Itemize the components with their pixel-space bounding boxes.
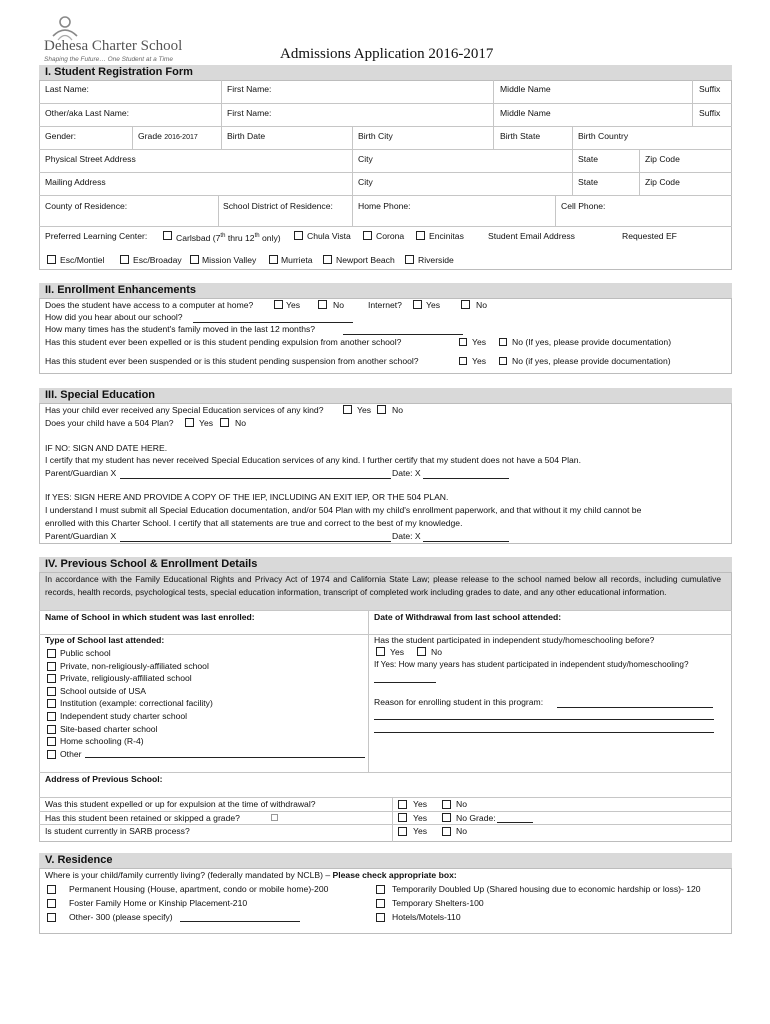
expelled-withdrawal-question: Was this student expelled or up for expulsion at the time of withdrawal?	[45, 799, 316, 809]
mission-valley-checkbox[interactable]	[190, 255, 199, 264]
residence-question-text: Where is your child/family currently living? (federally mandated by NCLB) –	[45, 870, 333, 880]
plan504-question: Does your child have a 504 Plan?	[45, 418, 174, 428]
withdrawal-no-label: No	[456, 799, 467, 809]
school-type-checkbox-0[interactable]	[47, 649, 56, 658]
type-school-label: Type of School last attended:	[45, 635, 165, 645]
special-ed-yes-checkbox[interactable]	[343, 405, 352, 414]
suffix-label-2: Suffix	[699, 108, 721, 118]
reason-line-1[interactable]	[557, 707, 713, 708]
special-ed-no-checkbox[interactable]	[377, 405, 386, 414]
city-label: City	[358, 154, 373, 164]
middle-name-label: Middle Name	[500, 84, 551, 94]
computer-no-label: No	[333, 300, 344, 310]
birth-date-label: Birth Date	[227, 131, 266, 141]
suspended-no-label: No (if yes, please provide documentation)	[512, 356, 671, 366]
corona-checkbox[interactable]	[363, 231, 372, 240]
chula-vista-label: Chula Vista	[307, 231, 351, 241]
internet-label: Internet?	[368, 300, 402, 310]
zip-label-2: Zip Code	[645, 177, 680, 187]
no-grade-label: No Grade:	[456, 813, 496, 823]
expelled-question: Has this student ever been expelled or is this student pending expulsion from another school?	[45, 337, 402, 347]
residence-res-right-checkbox-2[interactable]	[376, 913, 385, 922]
cell-phone-label: Cell Phone:	[561, 201, 606, 211]
gender-label: Gender:	[45, 131, 77, 141]
school-type-label-7: Home schooling (R-4)	[60, 736, 144, 747]
home-phone-label: Home Phone:	[358, 201, 411, 211]
residence-res-left-checkbox-0[interactable]	[47, 885, 56, 894]
chula-vista-checkbox[interactable]	[294, 231, 303, 240]
grade-year: 2016-2017	[164, 134, 198, 141]
internet-yes-label: Yes	[426, 300, 441, 310]
physical-address-label: Physical Street Address	[45, 154, 136, 164]
special-ed-no-label: No	[392, 405, 403, 415]
special-ed-yes-label: Yes	[357, 405, 372, 415]
section-2-header: II. Enrollment Enhancements	[39, 283, 732, 298]
no-grade-line[interactable]	[497, 822, 533, 823]
date-label-1: Date: X	[392, 468, 421, 478]
if-no-instruction: IF NO: SIGN AND DATE HERE.	[45, 443, 168, 453]
school-type-checkbox-7[interactable]	[47, 737, 56, 746]
learning-center-label: Preferred Learning Center:	[45, 231, 148, 241]
newport-beach-label: Newport Beach	[336, 255, 395, 265]
carlsbad-only: only)	[259, 232, 281, 243]
computer-yes-label: Yes	[286, 300, 301, 310]
student-email-label: Student Email Address	[488, 231, 575, 241]
first-name-label: First Name:	[227, 84, 272, 94]
suspended-no-checkbox[interactable]	[499, 357, 507, 365]
district-label: School District of Residence:	[223, 201, 333, 211]
carlsbad-thru: thru 12	[225, 232, 255, 243]
other-last-name-label: Other/aka Last Name:	[45, 108, 130, 118]
residence-res-left-label-0: Permanent Housing (House, apartment, condo or mobile home)-200	[69, 884, 329, 894]
suspended-question: Has this student ever been suspended or is this student pending suspension from another school?	[45, 356, 419, 366]
logo-tagline: Shaping the Future… One Student at a Time	[44, 56, 173, 63]
certify-statement: I certify that my student has never received Special Education services of any kind. I further certify that my student does not have a 504 Plan.	[45, 455, 581, 465]
plan504-yes-label: Yes	[199, 418, 214, 428]
esc-montiel-checkbox[interactable]	[47, 255, 56, 264]
section-5-header: V. Residence	[39, 853, 732, 868]
carlsbad-sup2: th	[254, 233, 260, 239]
esc-broaday-checkbox[interactable]	[120, 255, 129, 264]
last-name-label: Last Name:	[45, 84, 89, 94]
date-line-1[interactable]	[423, 478, 509, 479]
sarb-yes-checkbox[interactable]	[398, 827, 407, 836]
school-type-label-8: Other	[60, 748, 82, 759]
suffix-label: Suffix	[699, 84, 721, 94]
hear-about-line[interactable]	[193, 322, 353, 323]
retained-yes-checkbox[interactable]	[398, 813, 407, 822]
sarb-question: Is student currently in SARB process?	[45, 826, 190, 836]
moved-question: How many times has the student's family moved in the last 12 months?	[45, 324, 316, 334]
computer-yes-checkbox[interactable]	[274, 300, 283, 309]
residence-res-right-label-1: Temporary Shelters-100	[392, 898, 484, 908]
retained-question: Has this student been retained or skipped a grade?	[45, 813, 240, 823]
indep-no-label: No	[431, 647, 442, 657]
other-type-line[interactable]	[85, 757, 365, 758]
name-of-school-label: Name of School in which student was last enrolled:	[45, 612, 255, 622]
grade-text: Grade	[138, 131, 162, 141]
residence-res-left-checkbox-2[interactable]	[47, 913, 56, 922]
parent-signature-line-1[interactable]	[120, 478, 391, 479]
withdrawal-no-checkbox[interactable]	[442, 800, 451, 809]
school-type-label-1: Private, non-religiously-affiliated school	[60, 660, 209, 671]
first-name-label-2: First Name:	[227, 108, 272, 118]
carlsbad-text: Carlsbad (7	[176, 232, 221, 243]
esc-montiel-label: Esc/Montiel	[60, 255, 105, 265]
school-type-checkbox-6[interactable]	[47, 725, 56, 734]
mailing-address-label: Mailing Address	[45, 177, 106, 187]
retained-yes-label: Yes	[413, 813, 428, 823]
birth-state-label: Birth State	[500, 131, 541, 141]
section-4-header: IV. Previous School & Enrollment Details	[39, 557, 732, 572]
encinitas-checkbox[interactable]	[416, 231, 425, 240]
residence-res-left-label-2: Other- 300 (please specify)	[69, 912, 173, 922]
requested-ef-label: Requested EF	[622, 231, 677, 241]
corona-label: Corona	[376, 231, 405, 241]
encinitas-label: Encinitas	[429, 231, 464, 241]
state-label-2: State	[578, 177, 599, 187]
suspended-yes-checkbox[interactable]	[459, 357, 467, 365]
school-type-label-4: Institution (example: correctional facility)	[60, 698, 213, 709]
other-specify-line[interactable]	[180, 921, 300, 922]
date-withdrawal-label: Date of Withdrawal from last school attended:	[374, 612, 562, 622]
computer-question: Does the student have access to a computer at home?	[45, 300, 254, 310]
residence-res-left-checkbox-1[interactable]	[47, 899, 56, 908]
school-type-checkbox-8[interactable]	[47, 750, 56, 759]
carlsbad-checkbox[interactable]	[163, 231, 172, 240]
school-type-checkbox-5[interactable]	[47, 712, 56, 721]
reason-line-3[interactable]	[374, 732, 714, 733]
date-line-2[interactable]	[423, 541, 509, 542]
indep-study-question: Has the student participated in independent study/homeschooling before?	[374, 635, 655, 645]
parent-signature-label-1: Parent/Guardian X	[45, 468, 117, 478]
how-many-years-line[interactable]	[374, 682, 436, 683]
expelled-no-checkbox[interactable]	[499, 338, 507, 346]
expelled-yes-checkbox[interactable]	[459, 338, 467, 346]
date-label-2: Date: X	[392, 531, 421, 541]
carlsbad-sup1: th	[220, 233, 226, 239]
state-label: State	[578, 154, 599, 164]
murrieta-label: Murrieta	[281, 255, 313, 265]
sarb-no-checkbox[interactable]	[442, 827, 451, 836]
reason-line-2[interactable]	[374, 719, 714, 720]
city-label-2: City	[358, 177, 373, 187]
expelled-yes-label: Yes	[472, 337, 487, 347]
previous-address-label: Address of Previous School:	[45, 774, 163, 784]
parent-signature-label-2: Parent/Guardian X	[45, 531, 117, 541]
birth-city-label: Birth City	[358, 131, 393, 141]
middle-name-label-2: Middle Name	[500, 108, 551, 118]
internet-yes-checkbox[interactable]	[413, 300, 422, 309]
understand-line-1: I understand I must submit all Special Education documentation, and/or 504 Plan with my child's enrollment paperwork, and that without it my child cannot be	[45, 505, 642, 515]
residence-res-right-checkbox-1[interactable]	[376, 899, 385, 908]
school-type-checkbox-3[interactable]	[47, 687, 56, 696]
section-1-header: I. Student Registration Form	[39, 65, 732, 80]
school-type-label-0: Public school	[60, 648, 111, 658]
indep-no-checkbox[interactable]	[417, 647, 426, 656]
esc-broaday-label: Esc/Broaday	[133, 255, 182, 265]
plan504-no-label: No	[235, 418, 246, 428]
grade-label	[138, 131, 198, 143]
residence-res-right-label-0: Temporarily Doubled Up (Shared housing due to economic hardship or loss)- 120	[392, 884, 701, 894]
internet-no-checkbox[interactable]	[461, 300, 470, 309]
riverside-checkbox[interactable]	[405, 255, 414, 264]
parent-signature-line-2[interactable]	[120, 541, 391, 542]
plan504-yes-checkbox[interactable]	[185, 418, 194, 427]
residence-res-right-checkbox-0[interactable]	[376, 885, 385, 894]
plan504-no-checkbox[interactable]	[220, 418, 229, 427]
residence-question	[45, 870, 457, 881]
residence-question-bold: Please check appropriate box:	[332, 870, 457, 880]
internet-no-label: No	[476, 300, 487, 310]
birth-country-label: Birth Country	[578, 131, 629, 141]
retained-note-box	[271, 814, 278, 821]
residence-res-left-label-1: Foster Family Home or Kinship Placement-210	[69, 898, 248, 908]
withdrawal-yes-checkbox[interactable]	[398, 800, 407, 809]
how-many-years-question: If Yes: How many years has student participated in independent study/homeschooling?	[374, 660, 689, 669]
document-title: Admissions Application 2016-2017	[280, 46, 494, 62]
sarb-no-label: No	[456, 826, 467, 836]
special-ed-question: Has your child ever received any Special Education services of any kind?	[45, 405, 324, 415]
residence-res-right-label-2: Hotels/Motels-110	[392, 912, 461, 922]
newport-beach-checkbox[interactable]	[323, 255, 332, 264]
hear-about-question: How did you hear about our school?	[45, 312, 183, 322]
riverside-label: Riverside	[418, 255, 454, 265]
school-type-label-5: Independent study charter school	[60, 711, 188, 721]
school-type-label-3: School outside of USA	[60, 685, 146, 696]
expelled-no-label: No (If yes, please provide documentation)	[512, 337, 672, 347]
logo-name: Dehesa Charter School	[44, 38, 183, 54]
school-type-label-2: Private, religiously-affiliated school	[60, 673, 192, 684]
section-3-header: III. Special Education	[39, 388, 732, 403]
school-logo	[40, 14, 190, 70]
mission-valley-label: Mission Valley	[202, 255, 257, 265]
computer-no-checkbox[interactable]	[318, 300, 327, 309]
school-type-label-6: Site-based charter school	[60, 723, 158, 734]
moved-line[interactable]	[343, 334, 463, 335]
understand-line-2: enrolled with this Charter School. I certify that all statements are true and correct to the best of my knowledge.	[45, 518, 463, 528]
withdrawal-yes-label: Yes	[413, 799, 428, 809]
reason-label: Reason for enrolling student in this program:	[374, 697, 544, 707]
school-type-checkbox-1[interactable]	[47, 662, 56, 671]
ferpa-intro: In accordance with the Family Educational Rights and Privacy Act of 1974 and California State Law; please release to the school named below all records, including cumulative records, health records, psychological tests, special education information, transcript of completed work including grades to date, and any other educational information.	[45, 574, 721, 597]
murrieta-checkbox[interactable]	[269, 255, 278, 264]
indep-yes-label: Yes	[390, 647, 405, 657]
sarb-yes-label: Yes	[413, 826, 428, 836]
indep-yes-checkbox[interactable]	[376, 647, 385, 656]
suspended-yes-label: Yes	[472, 356, 487, 366]
carlsbad-label	[176, 231, 281, 244]
retained-no-checkbox[interactable]	[442, 813, 451, 822]
zip-label: Zip Code	[645, 154, 680, 164]
county-label: County of Residence:	[45, 201, 128, 211]
school-type-checkbox-2[interactable]	[47, 674, 56, 683]
school-type-checkbox-4[interactable]	[47, 699, 56, 708]
if-yes-instruction: If YES: SIGN HERE AND PROVIDE A COPY OF THE IEP, INCLUDING AN EXIT IEP, OR THE 504 PLAN.	[45, 492, 449, 502]
